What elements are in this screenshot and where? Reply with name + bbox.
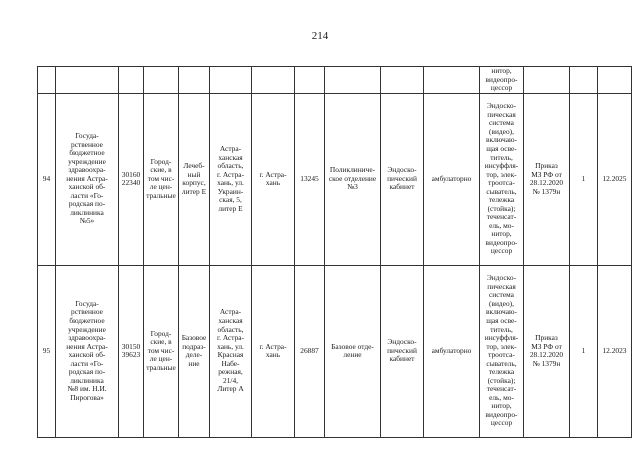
building-cell: Лечеб- ный корпус, литер Е	[179, 93, 210, 265]
department-cell: Поликлиниче- ское отделение №3	[325, 93, 381, 265]
area-type-cell: Город- ские, в том чис- ле цен- тральные	[144, 93, 179, 265]
equipment-cell: нитор, видеопро- цессор	[480, 67, 524, 94]
table-row	[38, 265, 632, 437]
quantity-cell: 1	[570, 265, 598, 437]
care-type-cell: амбулаторно	[424, 93, 480, 265]
equipment-registry-table	[37, 66, 632, 438]
room-cell: Эндоско- пический кабинет	[381, 265, 424, 437]
quantity-cell: 1	[570, 93, 598, 265]
city-cell: г. Астра- хань	[252, 265, 295, 437]
table-row-continuation	[38, 67, 632, 94]
order-cell: Приказ МЗ РФ от 28.12.2020 № 1379н	[524, 265, 570, 437]
date-cell: 12.2025	[598, 93, 632, 265]
number-cell: 13245	[295, 93, 325, 265]
organization-cell: Госуда- рственное бюджетное учреждение здравоохра- нения Астра- ханской об- ласти «Го- родская по- ликлиника №8 им. Н.И. Пирогова»	[56, 265, 119, 437]
code-cell: 30160 22340	[119, 93, 144, 265]
row-index-cell: 94	[38, 93, 56, 265]
row-index-cell: 95	[38, 265, 56, 437]
organization-cell: Госуда- рственное бюджетное учреждение здравоохра- нения Астра- ханской об- ласти «Го- родская по- ликлиника №5»	[56, 93, 119, 265]
city-cell: г. Астра- хань	[252, 93, 295, 265]
page-number: 214	[311, 30, 329, 42]
address-cell: Астра- ханская область, г. Астра- хань, ул. Красная Набе- режная, 21/4, Литер А	[210, 265, 252, 437]
table-row	[38, 93, 632, 265]
date-cell: 12.2023	[598, 265, 632, 437]
address-cell: Астра- ханская область, г. Астра- хань, ул. Украин- ская, 5, литер Е	[210, 93, 252, 265]
order-cell: Приказ МЗ РФ от 28.12.2020 № 1379н	[524, 93, 570, 265]
care-type-cell: амбулаторно	[424, 265, 480, 437]
area-type-cell: Город- ские, в том чис- ле цен- тральные	[144, 265, 179, 437]
equipment-cell: Эндоско- пическая система (видео), включаю- щая осве- титель, инсуффля- тор, элек- троотса- сыватель, тележка (стойка); теченсат- ель, мо- нитор, видеопро- цессор	[480, 93, 524, 265]
equipment-cell: Эндоско- пическая система (видео), включаю- щая осве- титель, инсуффля- тор, элек- троотса- сыватель, тележка (стойка); теченсат- ель, мо- нитор, видеопро- цессор	[480, 265, 524, 437]
building-cell: Базовое подраз- деле- ние	[179, 265, 210, 437]
room-cell: Эндоско- пический кабинет	[381, 93, 424, 265]
code-cell: 30150 39623	[119, 265, 144, 437]
number-cell: 26887	[295, 265, 325, 437]
department-cell: Базовое отде- ление	[325, 265, 381, 437]
